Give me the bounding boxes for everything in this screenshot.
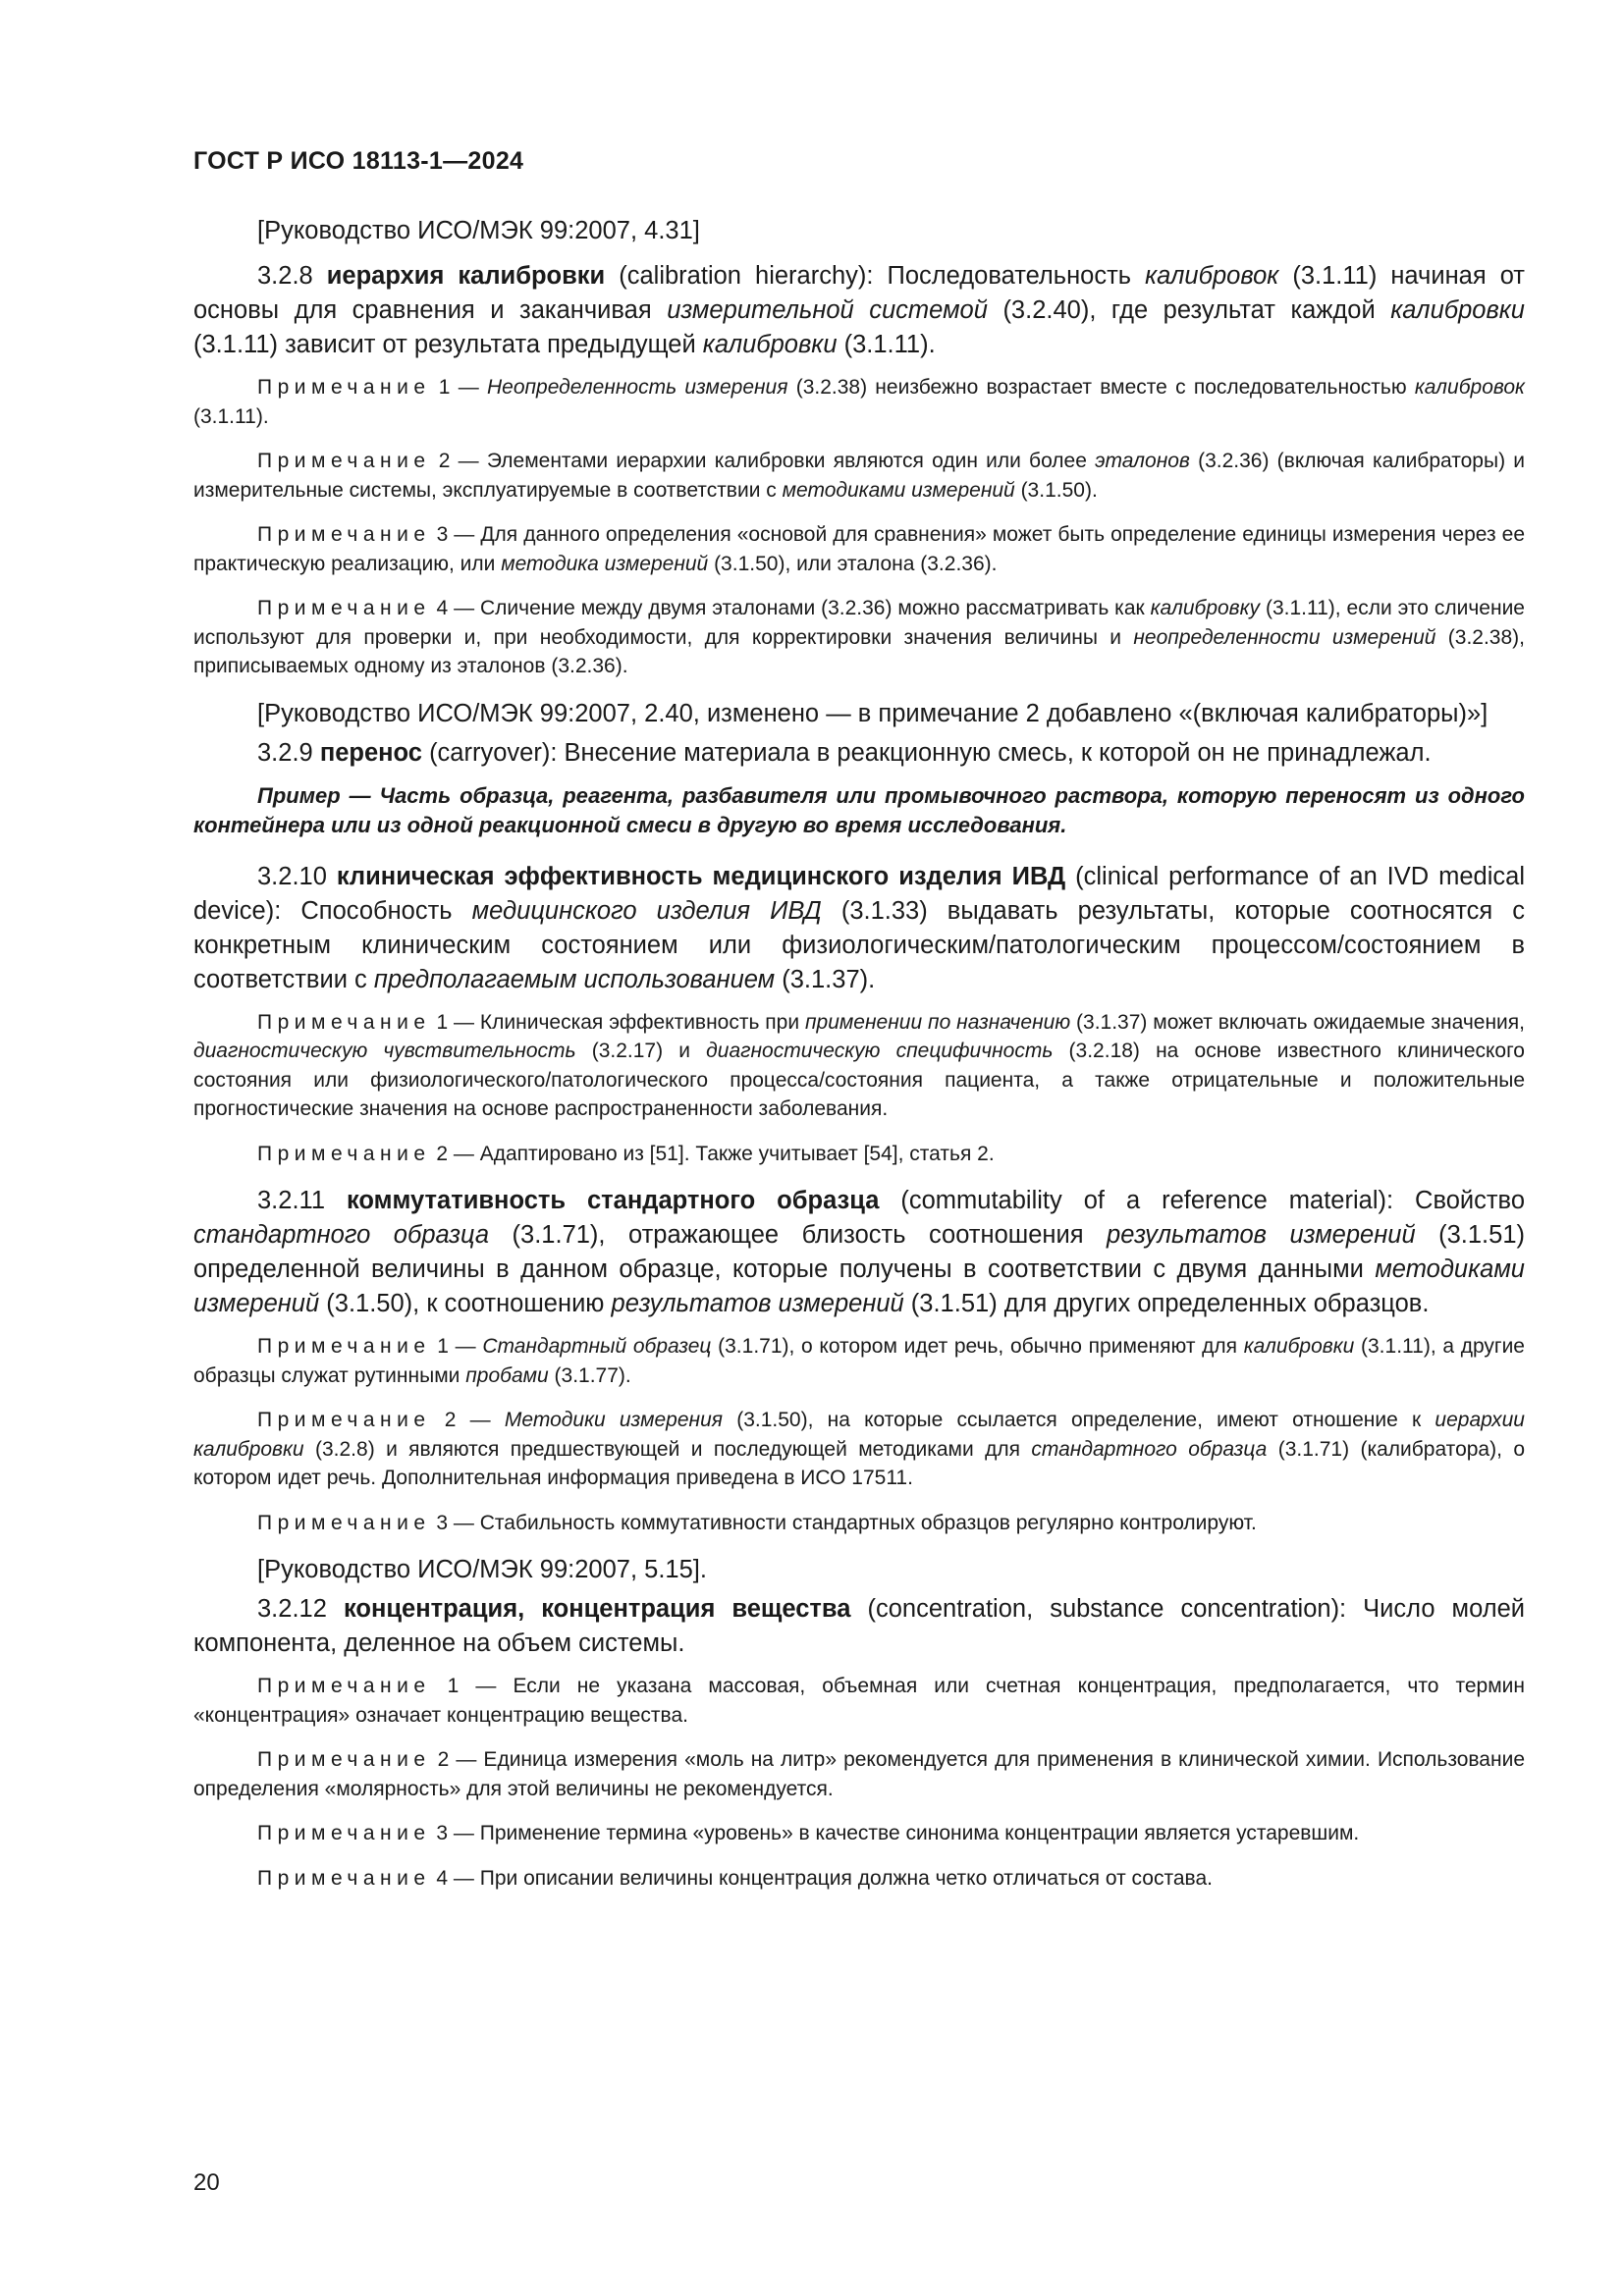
- term-reference: методиками измерений: [193, 1255, 1525, 1317]
- note-paragraph: [193, 1745, 1525, 1803]
- document-header: ГОСТ Р ИСО 18113-1—2024: [193, 147, 524, 175]
- term-reference: стандартного образца: [1031, 1437, 1268, 1461]
- text-run: (3.1.50), к соотношению: [319, 1290, 612, 1317]
- note-label: Примечание: [257, 1335, 431, 1358]
- term-reference: калибровок: [1414, 376, 1525, 399]
- term-reference: диагностическую специфичность: [706, 1040, 1054, 1062]
- paragraph: [193, 1592, 1525, 1661]
- note-paragraph: [193, 1008, 1525, 1124]
- note-paragraph: [193, 520, 1525, 578]
- paragraph: [193, 259, 1525, 362]
- term-reference: Методики измерения: [504, 1409, 723, 1431]
- paragraph: [193, 697, 1525, 731]
- note-label: Примечание: [257, 376, 431, 399]
- text-run: [Руководство ИСО/МЭК 99:2007, 5.15].: [257, 1556, 707, 1583]
- text-run: (3.1.71), о котором идет речь, обычно применяют для: [711, 1335, 1244, 1358]
- term-reference: диагностическую чувствительность: [193, 1040, 576, 1062]
- note-paragraph: [193, 1672, 1525, 1730]
- text-run: (3.1.50), на которые ссылается определение, имеют отношение к: [722, 1409, 1435, 1431]
- text-run: 3.2.10: [257, 862, 337, 890]
- paragraph: [193, 1553, 1525, 1587]
- text-run: (3.1.50), или эталона (3.2.36).: [708, 552, 998, 575]
- text-run: (calibration hierarchy): Последовательность: [605, 262, 1146, 290]
- text-run: (3.1.51) определенной величины в данном образце, которые получены в соответствии с двумя данными: [193, 1221, 1526, 1283]
- term-reference: эталонов: [1095, 450, 1190, 472]
- text-run: 3.2.8: [257, 262, 327, 290]
- note-paragraph: [193, 1819, 1525, 1848]
- text-run: 1 — Если не указана массовая, объемная или счетная концентрация, предполагается, что термин «концентрация» означает концентрацию вещества.: [193, 1675, 1525, 1727]
- term-reference: результатов измерений: [611, 1290, 904, 1317]
- term-reference: пробами: [465, 1363, 549, 1387]
- note-label: Примечание: [257, 1822, 431, 1844]
- text-run: (3.1.37).: [775, 965, 876, 993]
- text-run: (3.2.8) и являются предшествующей и последующей методиками для: [303, 1437, 1032, 1461]
- text-run: 3.2.12: [257, 1595, 344, 1623]
- text-run: (3.1.77).: [548, 1363, 631, 1387]
- term-reference: медицинского изделия ИВД: [471, 896, 822, 925]
- note-label: Примечание: [257, 1409, 431, 1431]
- text-run: Пример — Часть образца, реагента, разбавителя или промывочного раствора, которую переносят из одного контейнера или из одной реакционной смеси в другую во время исследования.: [193, 782, 1525, 837]
- note-paragraph: [193, 447, 1525, 505]
- note-label: Примечание: [257, 1142, 431, 1165]
- note-label: Примечание: [257, 597, 431, 619]
- text-run: 1 —: [430, 1335, 483, 1358]
- note-label: Примечание: [257, 1675, 431, 1697]
- term-name: клиническая эффективность медицинского изделия ИВД: [336, 862, 1066, 890]
- text-run: (clinical performance of an IVD medical device): Способность: [193, 862, 1526, 925]
- term-reference: применении по назначению: [805, 1010, 1071, 1034]
- term-reference: калибровки: [702, 331, 838, 358]
- note-label: Примечание: [257, 523, 431, 546]
- note-paragraph: [193, 1332, 1525, 1390]
- note-paragraph: [193, 1509, 1525, 1538]
- text-run: 3 — Стабильность коммутативности стандартных образцов регулярно контролируют.: [430, 1511, 1257, 1534]
- text-run: (3.1.71) (калибратора), о котором идет речь. Дополнительная информация приведена в ИСО 17511.: [193, 1437, 1525, 1489]
- text-run: (3.2.17) и: [575, 1040, 707, 1062]
- text-run: 3.2.9: [257, 738, 320, 767]
- text-run: (3.1.11), если это сличение используют для проверки и, при необходимости, для корректировки значения величины и: [193, 597, 1525, 649]
- text-run: (3.1.50).: [1014, 478, 1098, 502]
- term-name: концентрация, концентрация вещества: [343, 1595, 851, 1623]
- term-name: иерархия калибровки: [326, 262, 606, 290]
- note-label: Примечание: [257, 1511, 431, 1534]
- page-body: [193, 214, 1525, 1908]
- text-run: (3.1.33) выдавать результаты, которые соотносятся с конкретным клиническим состоянием или физиологическим/патологическим процессом/состоянием в соответствии с: [193, 896, 1525, 993]
- text-run: 3 — Применение термина «уровень» в качестве синонима концентрации является устаревшим.: [430, 1822, 1360, 1844]
- text-run: (concentration, substance concentration): Число молей компонента, деленное на объем системы.: [193, 1595, 1525, 1657]
- note-paragraph: [193, 373, 1525, 431]
- paragraph: [193, 1184, 1525, 1321]
- text-run: [Руководство ИСО/МЭК 99:2007, 2.40, изменено — в примечание 2 добавлено «(включая калибраторы)»]: [257, 699, 1489, 727]
- text-run: (3.1.11) начиная от основы для сравнения и заканчивая: [193, 262, 1525, 324]
- term-reference: методиками измерений: [782, 478, 1015, 502]
- note-paragraph: [193, 1140, 1525, 1169]
- term-name: коммутативность стандартного образца: [346, 1187, 880, 1214]
- text-run: (3.2.36) (включая калибраторы) и измерительные системы, эксплуатируемые в соответствии с: [193, 450, 1525, 502]
- paragraph: [193, 860, 1525, 997]
- note-label: Примечание: [257, 1748, 431, 1771]
- note-paragraph: [193, 1406, 1525, 1493]
- text-run: 4 — При описании величины концентрация должна четко отличаться от состава.: [430, 1866, 1213, 1890]
- text-run: (3.1.11) зависит от результата предыдущей: [193, 331, 703, 358]
- text-run: (carryover): Внесение материала в реакционную смесь, к которой он не принадлежал.: [421, 738, 1432, 767]
- term-reference: методика измерений: [501, 552, 709, 575]
- text-run: 3 — Для данного определения «основой для сравнения» может быть определение единицы измерения через ее практическую реализацию, или: [193, 523, 1525, 575]
- term-reference: калибровок: [1145, 262, 1279, 290]
- text-run: (3.1.37) может включать ожидаемые значения,: [1070, 1010, 1525, 1034]
- note-label: Примечание: [257, 450, 431, 472]
- text-run: (3.1.71), отражающее близость соотношения: [489, 1221, 1108, 1249]
- term-reference: Стандартный образец: [482, 1335, 712, 1358]
- text-run: (3.2.38), приписываемых одному из эталонов (3.2.36).: [193, 625, 1525, 677]
- term-reference: измерительной системой: [667, 296, 988, 324]
- term-reference: калибровки: [1243, 1335, 1355, 1358]
- term-reference: результатов измерений: [1107, 1221, 1416, 1249]
- text-run: [Руководство ИСО/МЭК 99:2007, 4.31]: [257, 217, 700, 244]
- text-run: 2 — Элементами иерархии калибровки являются один или более: [430, 450, 1096, 472]
- term-reference: калибровку: [1150, 597, 1261, 619]
- term-name: перенос: [319, 738, 422, 767]
- text-run: (3.1.11), а другие образцы служат рутинными: [193, 1335, 1525, 1387]
- text-run: (3.1.11).: [193, 404, 269, 428]
- paragraph: [193, 736, 1525, 771]
- term-reference: калибровки: [1390, 296, 1525, 324]
- text-run: (3.1.51) для других определенных образцов.: [903, 1290, 1430, 1317]
- text-run: 3.2.11: [257, 1187, 347, 1214]
- text-run: 2 — Единица измерения «моль на литр» рекомендуется для применения в клинической химии. Использование определения «молярность» для этой величины не рекомендуется.: [193, 1748, 1525, 1800]
- text-run: 4 — Сличение между двумя эталонами (3.2.36) можно рассматривать как: [430, 597, 1151, 619]
- term-reference: неопределенности измерений: [1133, 625, 1436, 649]
- example-paragraph: [193, 781, 1525, 840]
- term-reference: Неопределенность измерения: [486, 376, 788, 399]
- text-run: 2 —: [430, 1409, 505, 1431]
- note-label: Примечание: [257, 1866, 431, 1890]
- text-run: (3.2.40), где результат каждой: [987, 296, 1391, 324]
- page-number: 20: [193, 2169, 220, 2196]
- text-run: (3.2.38) неизбежно возрастает вместе с последовательностью: [787, 376, 1415, 399]
- text-run: (3.1.11).: [837, 331, 936, 358]
- text-run: (commutability of a reference material): Свойство: [879, 1187, 1526, 1214]
- text-run: 1 —: [430, 376, 487, 399]
- note-paragraph: [193, 594, 1525, 681]
- term-reference: предполагаемым использованием: [373, 965, 776, 993]
- text-run: 2 — Адаптировано из [51]. Также учитывает [54], статья 2.: [430, 1142, 995, 1165]
- term-reference: стандартного образца: [193, 1221, 490, 1249]
- note-label: Примечание: [257, 1010, 431, 1034]
- paragraph: [193, 214, 1525, 248]
- note-paragraph: [193, 1864, 1525, 1894]
- text-run: 1 — Клиническая эффективность при: [430, 1010, 805, 1034]
- text-run: (3.2.18) на основе известного клинического состояния или физиологического/патологического процесса/состояния пациента, а также отрицательные и положительные прогностические значения на основе распространенности заболевания.: [193, 1040, 1525, 1120]
- term-reference: иерархии калибровки: [193, 1409, 1525, 1461]
